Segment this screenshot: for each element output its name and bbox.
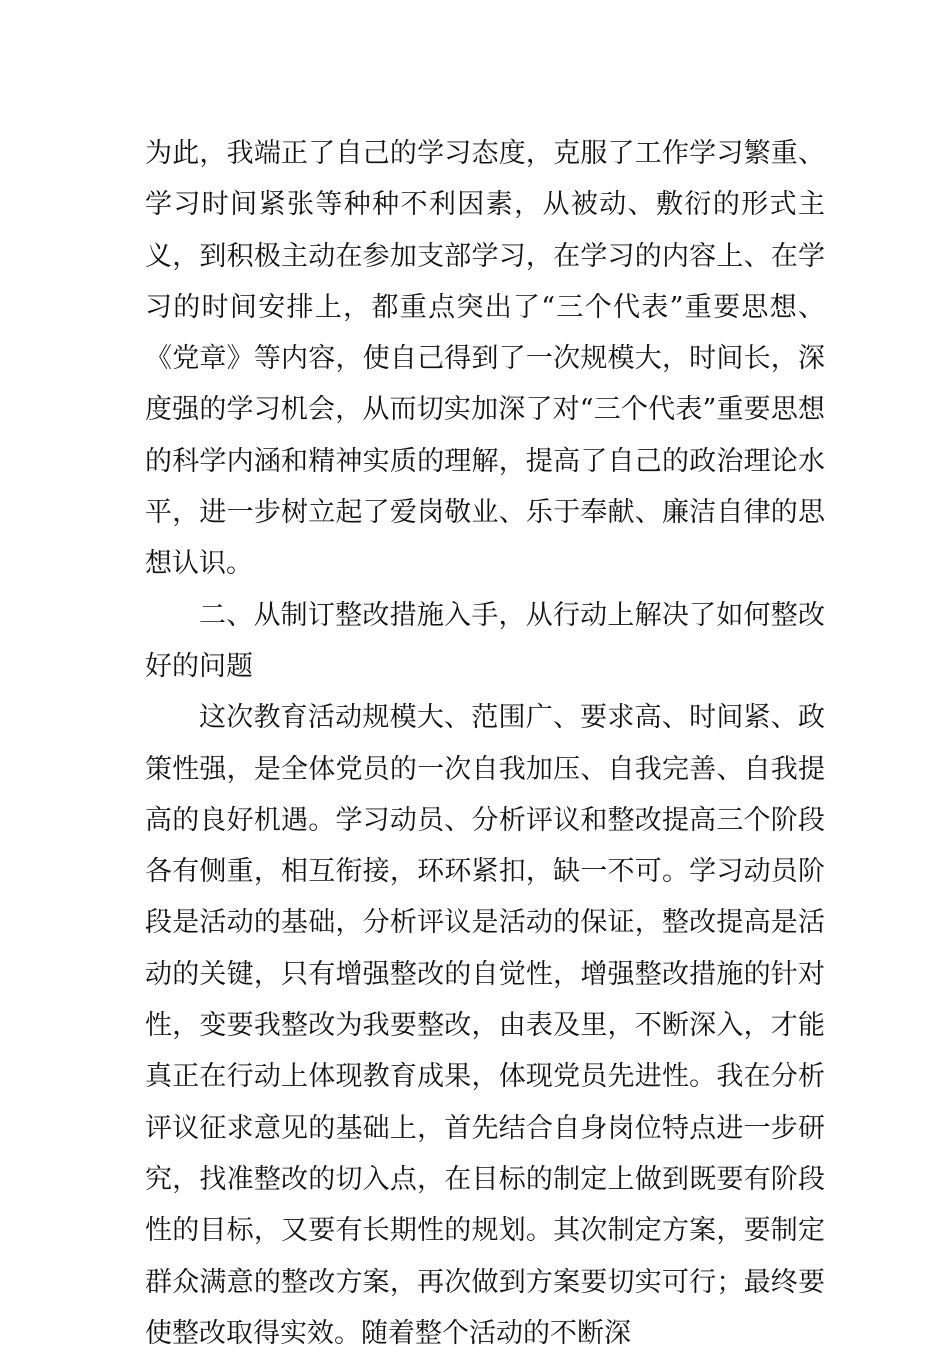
paragraph-continuation: 为此，我端正了自己的学习态度，克服了工作学习繁重、学习时间紧张等种种不利因素，从被动、敷衍的形式主义，到积极主动在参加支部学习，在学习的内容上、在学习的时间安排上，都重点突出了“三个代表”重要思想、《党章》等内容，使自己得到了一次规模大，时间长，深度强的学习机会，从而切实加深了对“三个代表”重要思想的科学内涵和精神实质的理解，提高了自己的政治理论水平，进一步树立起了爱岗敬业、乐于奉献、廉洁自律的思想认识。 xyxy=(145,138,825,580)
section-heading-two: 二、从制订整改措施入手，从行动上解决了如何整改好的问题 xyxy=(145,599,825,682)
paragraph-education-activity: 这次教育活动规模大、范围广、要求高、时间紧、政策性强，是全体党员的一次自我加压、自我完善、自我提高的良好机遇。学习动员、分析评议和整改提高三个阶段各有侧重，相互衔接，环环紧扣，缺一不可。学习动员阶段是活动的基础，分析评议是活动的保证，整改提高是活动的关键，只有增强整改的自觉性，增强整改措施的针对性，变要我整改为我要整改，由表及里，不断深入，才能真正在行动上体现教育成果，体现党员先进性。我在分析评议征求意见的基础上，首先结合自身岗位特点进一步研究，找准整改的切入点，在目标的制定上做到既要有阶段性的目标，又要有长期性的规划。其次制定方案，要制定群众满意的整改方案，再次做到方案要切实可行；最终要使整改取得实效。随着整个活动的不断深 xyxy=(145,702,825,1349)
document-body xyxy=(145,128,825,1359)
